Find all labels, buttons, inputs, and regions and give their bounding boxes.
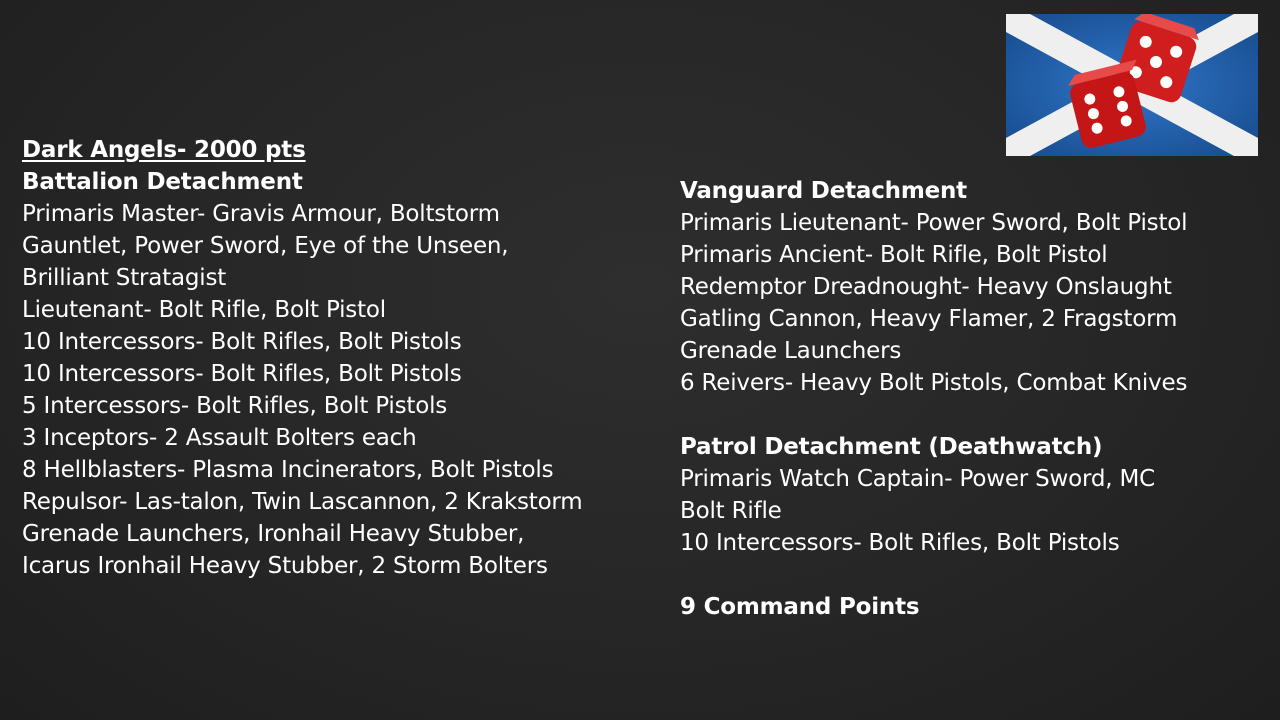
list-item: Primaris Ancient- Bolt Rifle, Bolt Pistol xyxy=(680,242,1108,268)
command-points: 9 Command Points xyxy=(680,594,920,620)
list-item: Lieutenant- Bolt Rifle, Bolt Pistol xyxy=(22,297,386,323)
patrol-heading: Patrol Detachment (Deathwatch) xyxy=(680,434,1103,460)
list-item: Redemptor Dreadnought- Heavy Onslaught xyxy=(680,274,1172,300)
list-item: Primaris Watch Captain- Power Sword, MC xyxy=(680,466,1156,492)
saltire-dice-logo-icon xyxy=(1006,14,1258,156)
army-list-right-column xyxy=(680,175,1270,623)
spacer xyxy=(680,559,1270,591)
list-item: 10 Intercessors- Bolt Rifles, Bolt Pistols xyxy=(22,329,462,355)
list-item: 3 Inceptors- 2 Assault Bolters each xyxy=(22,425,417,451)
battalion-heading: Battalion Detachment xyxy=(22,169,303,195)
list-item: Primaris Master- Gravis Armour, Boltstorm xyxy=(22,201,500,227)
list-item: Grenade Launchers, Ironhail Heavy Stubber, xyxy=(22,521,525,547)
list-item: 10 Intercessors- Bolt Rifles, Bolt Pistols xyxy=(22,361,462,387)
list-item: Icarus Ironhail Heavy Stubber, 2 Storm Bolters xyxy=(22,553,548,579)
list-item: Grenade Launchers xyxy=(680,338,902,364)
army-list-left-column xyxy=(22,134,662,582)
list-item: Repulsor- Las-talon, Twin Lascannon, 2 Krakstorm xyxy=(22,489,583,515)
army-title: Dark Angels- 2000 pts xyxy=(22,137,306,163)
list-item: 10 Intercessors- Bolt Rifles, Bolt Pistols xyxy=(680,530,1120,556)
list-item: Primaris Lieutenant- Power Sword, Bolt Pistol xyxy=(680,210,1188,236)
list-item: Gauntlet, Power Sword, Eye of the Unseen, xyxy=(22,233,509,259)
list-item: 5 Intercessors- Bolt Rifles, Bolt Pistols xyxy=(22,393,448,419)
list-item: 6 Reivers- Heavy Bolt Pistols, Combat Knives xyxy=(680,370,1188,396)
list-item: Bolt Rifle xyxy=(680,498,782,524)
spacer xyxy=(680,399,1270,431)
list-item: Brilliant Stratagist xyxy=(22,265,227,291)
vanguard-heading: Vanguard Detachment xyxy=(680,178,967,204)
list-item: Gatling Cannon, Heavy Flamer, 2 Fragstorm xyxy=(680,306,1178,332)
list-item: 8 Hellblasters- Plasma Incinerators, Bolt Pistols xyxy=(22,457,554,483)
